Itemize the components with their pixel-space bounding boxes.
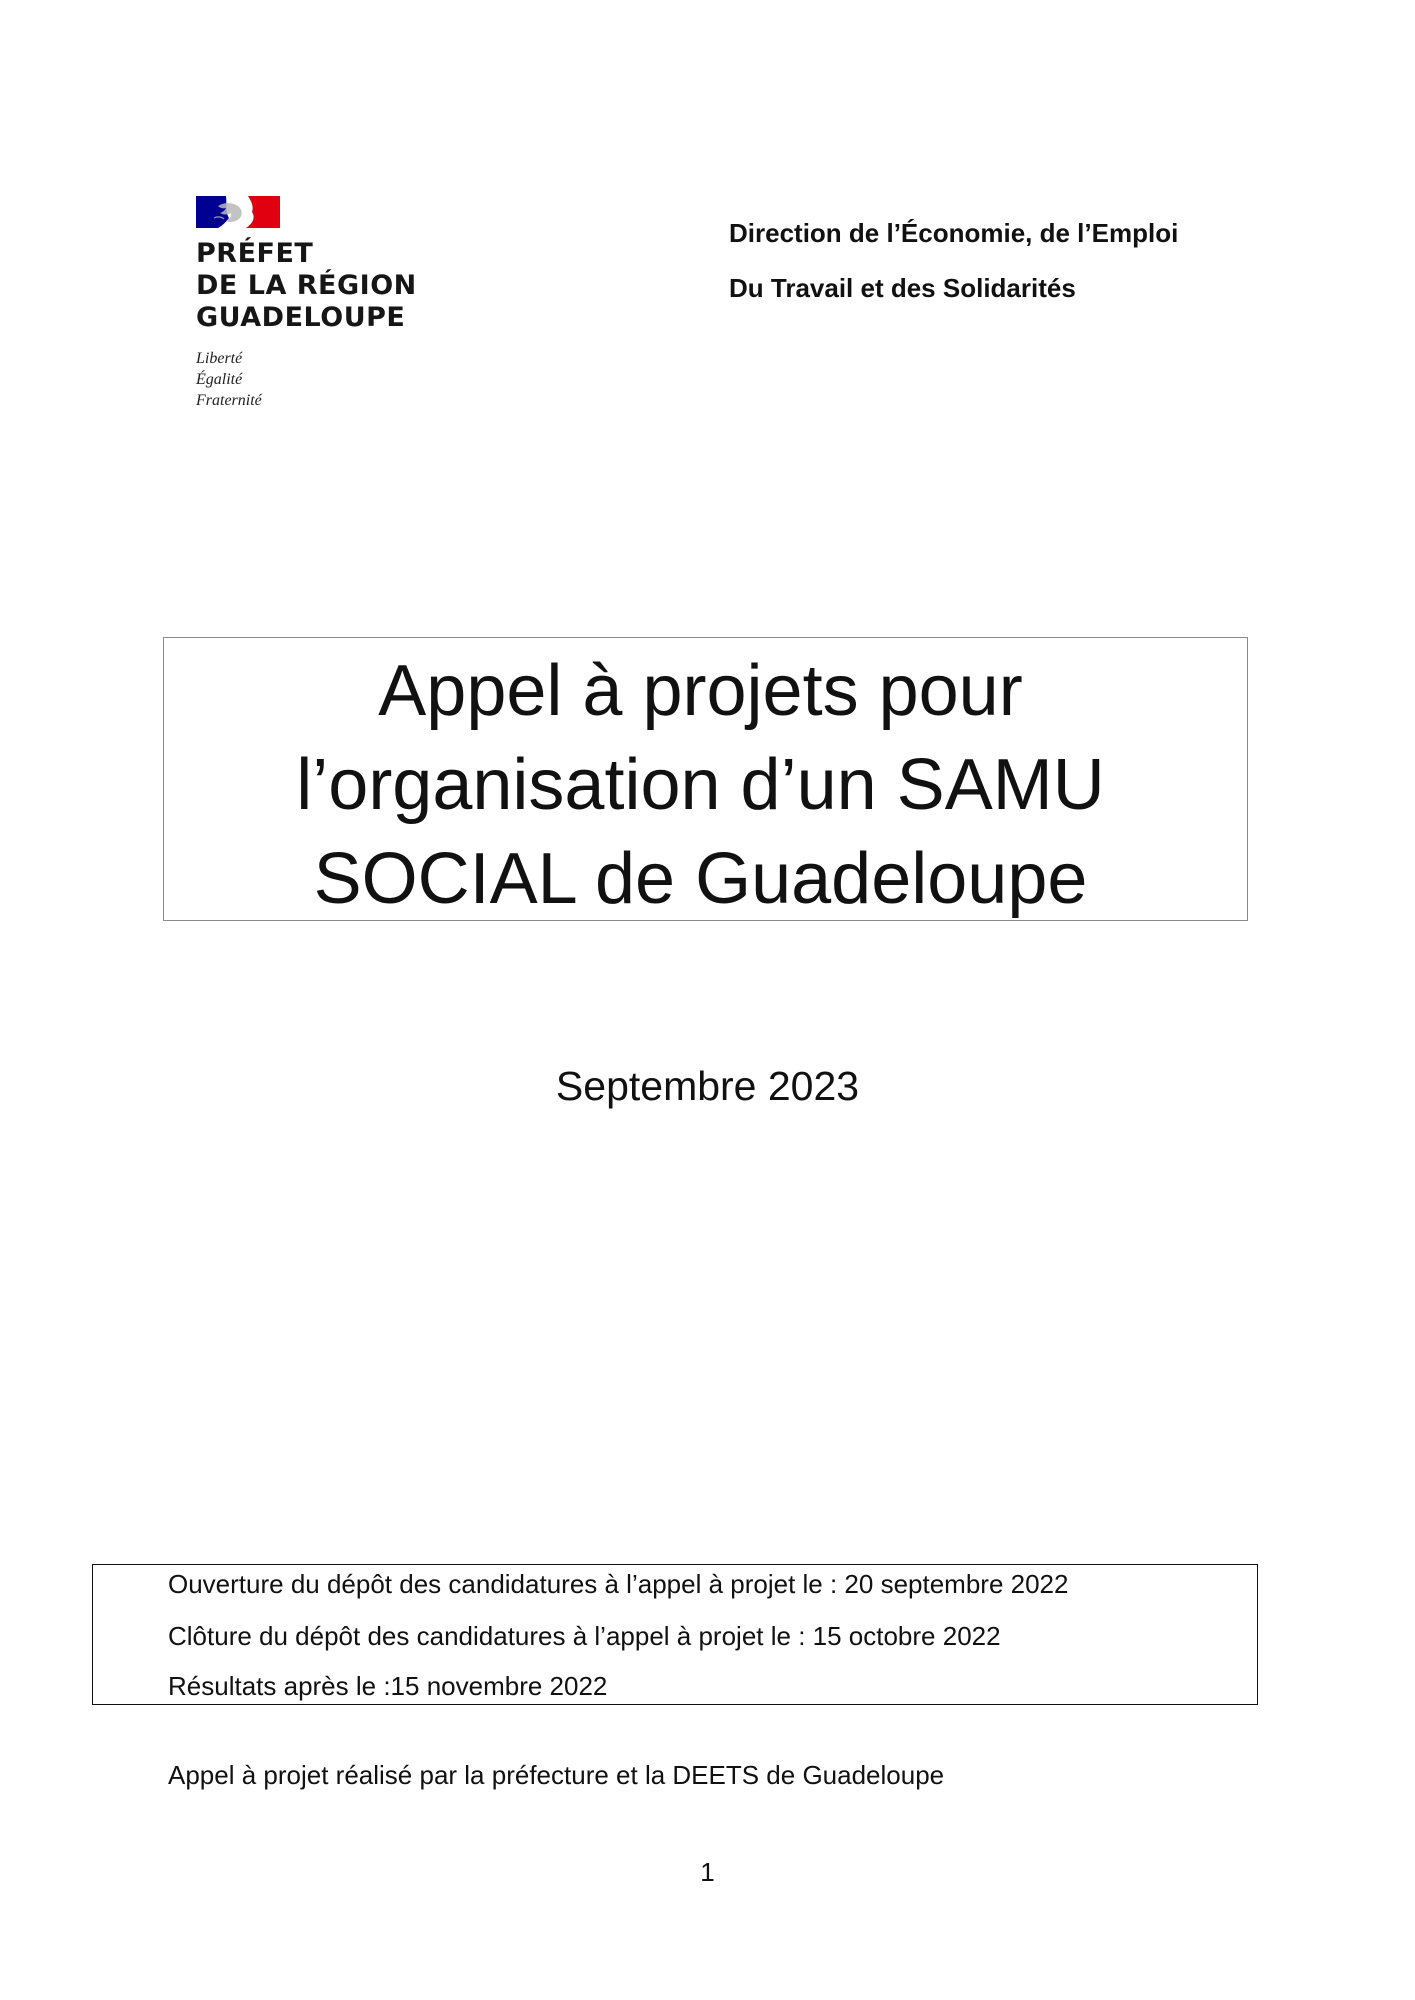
- document-date: Septembre 2023: [555, 1063, 860, 1109]
- logo-title-line: DE LA RÉGION: [196, 270, 417, 301]
- title-line: l’organisation d’un SAMU: [296, 745, 1105, 825]
- document-title: [164, 644, 1237, 926]
- marianne-flag-icon: [196, 196, 280, 228]
- republic-motto: [196, 348, 456, 411]
- motto-line: Liberté: [196, 350, 243, 367]
- page-number: 1: [700, 1857, 715, 1887]
- logo-title-line: GUADELOUPE: [196, 302, 406, 333]
- prefecture-logo: [196, 196, 456, 411]
- motto-line: Fraternité: [196, 392, 262, 409]
- direction-heading: [729, 218, 1178, 303]
- logo-title-line: PRÉFET: [196, 238, 314, 269]
- motto-line: Égalité: [196, 371, 243, 388]
- title-line: Appel à projets pour: [378, 651, 1023, 731]
- title-line: SOCIAL de Guadeloupe: [313, 839, 1088, 919]
- logo-title: [196, 238, 456, 334]
- results-date: Résultats après le :15 novembre 2022: [168, 1671, 608, 1701]
- direction-line: Du Travail et des Solidarités: [729, 273, 1076, 303]
- document-title-box: [163, 637, 1248, 921]
- opening-date: Ouverture du dépôt des candidatures à l’appel à projet le : 20 septembre 2022: [168, 1569, 1069, 1599]
- credit-line: Appel à projet réalisé par la préfecture et la DEETS de Guadeloupe: [168, 1760, 945, 1790]
- schedule-box: [92, 1564, 1258, 1705]
- closing-date: Clôture du dépôt des candidatures à l’appel à projet le : 15 octobre 2022: [168, 1621, 1001, 1651]
- direction-line: Direction de l’Économie, de l’Emploi: [729, 218, 1179, 248]
